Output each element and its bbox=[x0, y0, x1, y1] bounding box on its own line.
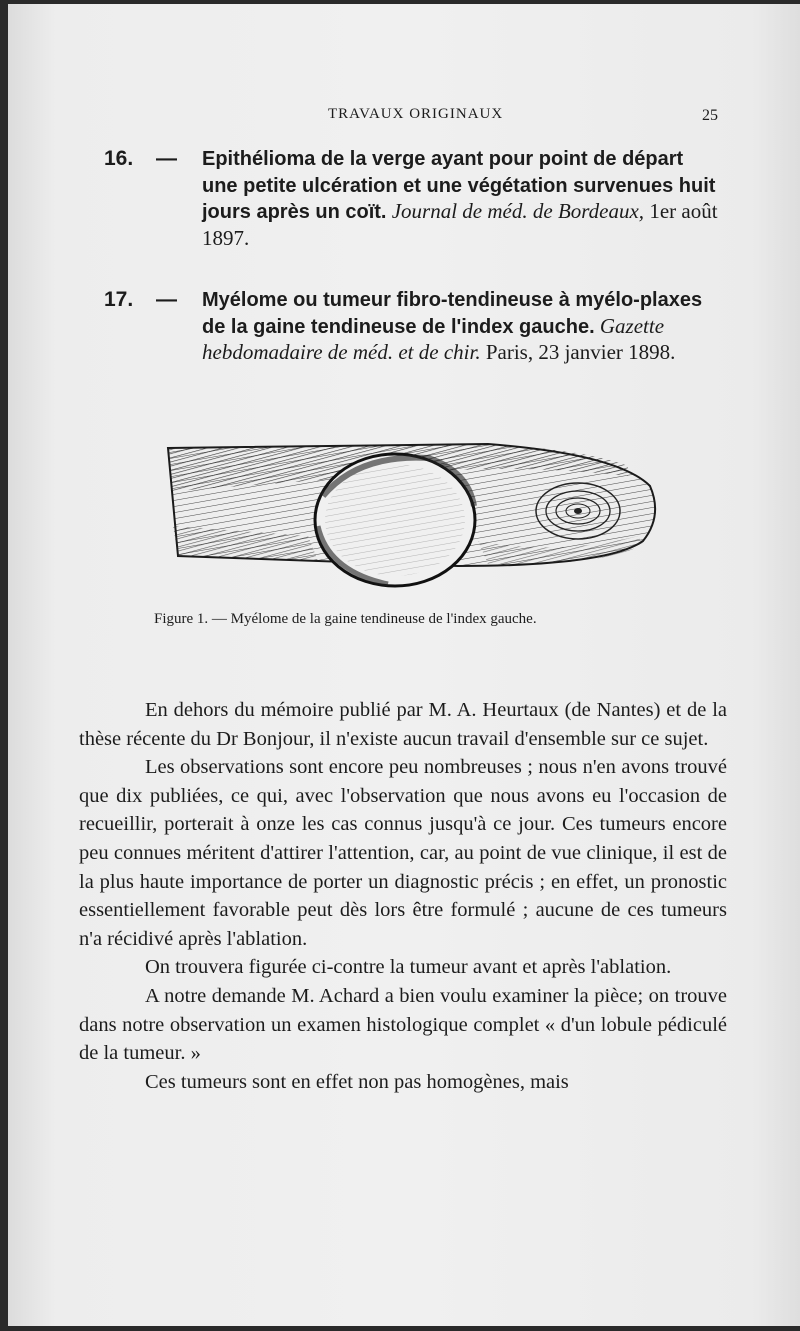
paragraph: Les observations sont encore peu nombreuses ; nous n'en avons trouvé que dix publiées, ce qui, avec l'observation que nous avons eu l'occasion de recueillir, porterait à onze les cas connus jusqu'à ce jour. Ces tumeurs encore peu connues méritent d'attirer l'attention, car, au point de vue clinique, il est de la plus haute importance de porter un diagnostic précis ; en effet, un pronostic essentiellement favorable peut dès lors être formulé ; aucune de ces tumeurs n'a récidivé après l'ablation. bbox=[79, 756, 727, 950]
reference-date: 1er août 1897. bbox=[202, 199, 718, 250]
book-page bbox=[8, 4, 800, 1326]
reference-dash: — bbox=[156, 288, 177, 311]
reference-16 bbox=[104, 146, 724, 251]
paragraph: On trouvera figurée ci-contre la tumeur avant et après l'ablation. bbox=[145, 956, 672, 979]
reference-number: 17. bbox=[104, 288, 134, 311]
reference-title: Myélome ou tumeur fibro-tendineuse à myélo-plaxes de la gaine tendineuse de l'index gauche. bbox=[202, 289, 703, 338]
running-title: TRAVAUX ORIGINAUX bbox=[328, 106, 504, 122]
body-text bbox=[79, 696, 727, 1096]
reference-body bbox=[202, 287, 724, 366]
reference-number: 16. bbox=[104, 147, 134, 170]
paragraph: A notre demande M. Achard a bien voulu examiner la pièce; on trouve dans notre observation un examen histologique complet « d'un lobule pédiculé de la tumeur. » bbox=[79, 984, 727, 1065]
figure-caption: Figure 1. — Myélome de la gaine tendineuse de l'index gauche. bbox=[154, 611, 537, 627]
reference-body bbox=[202, 146, 724, 251]
reference-date: Paris, 23 janvier 1898. bbox=[485, 340, 676, 364]
finger-tumor-illustration bbox=[158, 436, 658, 596]
paragraph: En dehors du mémoire publié par M. A. Heurtaux (de Nantes) et de la thèse récente du Dr Bonjour, il n'existe aucun travail d'ensemble sur ce sujet. bbox=[79, 699, 727, 750]
reference-source: Gazette hebdomadaire de méd. et de chir. bbox=[202, 313, 665, 364]
page-number: 25 bbox=[702, 107, 718, 124]
reference-title: Epithélioma de la verge ayant pour point de départ une petite ulcération et une végétation survenues huit jours après un coït. bbox=[202, 148, 716, 223]
reference-17 bbox=[104, 287, 724, 366]
paragraph: Ces tumeurs sont en effet non pas homogènes, mais bbox=[145, 1070, 569, 1093]
reference-source: Journal de méd. de Bordeaux, bbox=[391, 199, 645, 223]
reference-dash: — bbox=[156, 147, 177, 170]
